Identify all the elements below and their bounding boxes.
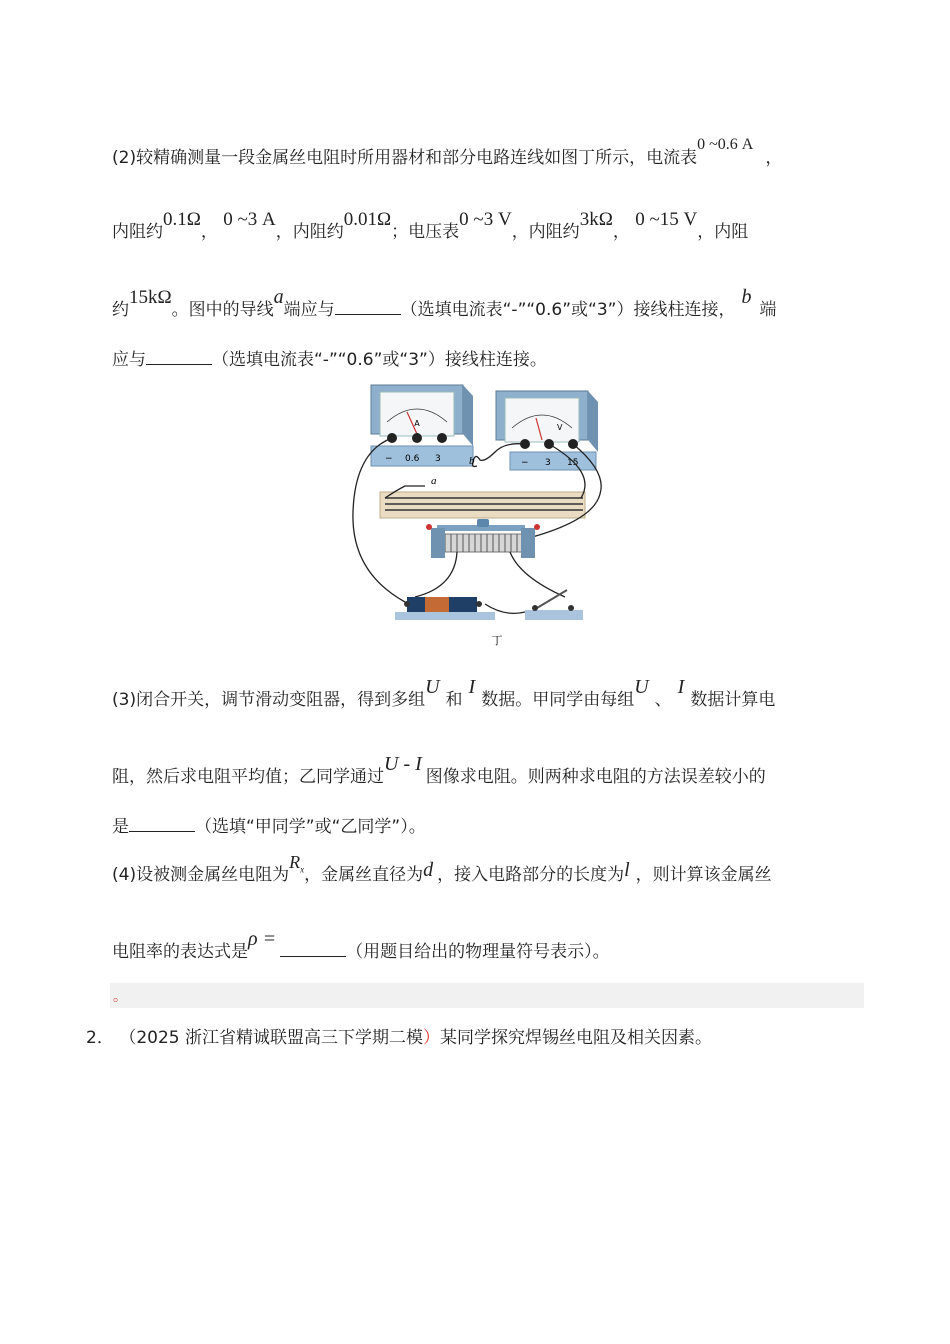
ammeter xyxy=(371,385,473,466)
figure-caption: 丁 xyxy=(491,634,503,647)
math-range: 0 ~3 A xyxy=(223,209,276,230)
text: （用题目给出的物理量符号表示）。 xyxy=(346,942,610,962)
text: (3)闭合开关，调节滑动变阻器，得到多组 xyxy=(112,690,426,710)
text: (4)设被测金属丝电阻为 xyxy=(112,865,290,885)
text: 和 xyxy=(445,690,463,710)
text: ，内阻约 xyxy=(511,222,580,242)
paren-close: ） xyxy=(423,1028,440,1048)
var-U: U xyxy=(634,676,649,698)
q2-line-1 xyxy=(112,136,783,168)
text: （选填“甲同学”或“乙同学”）。 xyxy=(195,817,426,837)
text: 端 xyxy=(759,300,777,320)
ammeter-term-3: 3 xyxy=(435,454,441,464)
question-source: 2025 浙江省精诚联盟高三下学期二模 xyxy=(136,1028,423,1048)
var-a: a xyxy=(273,286,284,308)
text: 图像求电阻。则两种求电阻的方法误差较小的 xyxy=(425,767,766,787)
text: （选填电流表“-”“0.6”或“3”）接线柱连接， xyxy=(400,300,736,320)
math-range: 0 ~0.6 A xyxy=(697,136,754,153)
math-value: 3kΩ xyxy=(579,209,613,230)
text: ，则计算该金属丝 xyxy=(635,865,772,885)
question-number: 2． xyxy=(86,1028,114,1048)
q2-line-4 xyxy=(112,345,547,370)
q2-line-3 xyxy=(112,286,777,321)
math-range: 0 ~3 V xyxy=(459,209,512,230)
var-b: b xyxy=(741,286,752,308)
q3-line-2 xyxy=(112,753,766,788)
text: ，接入电路部分的长度为 xyxy=(437,865,625,885)
text: 电阻率的表达式是 xyxy=(112,942,248,962)
text: 约 xyxy=(112,300,129,320)
math-value: 15kΩ xyxy=(129,287,172,308)
text: 内阻约 xyxy=(112,222,163,242)
question-2-heading xyxy=(86,1023,712,1048)
circuit-figure xyxy=(345,382,610,652)
text: ，内阻 xyxy=(697,222,749,242)
text: 是 xyxy=(112,817,129,837)
ammeter-term-0.6: 0.6 xyxy=(405,454,420,464)
rho-equals: ρ = xyxy=(248,928,277,950)
voltmeter-term-15: 15 xyxy=(567,458,579,468)
text: 。图中的导线 xyxy=(171,300,274,320)
text: 阻，然后求电阻平均值；乙同学通过 xyxy=(112,767,384,787)
var-U: U xyxy=(425,676,440,698)
text: ；电压表 xyxy=(391,222,460,242)
text: ， xyxy=(765,148,783,168)
text: 数据。甲同学由每组 xyxy=(481,690,635,710)
var-l: l xyxy=(624,859,630,881)
answer-blank-b[interactable] xyxy=(146,350,212,365)
q4-line-1 xyxy=(112,852,772,887)
answer-blank-a[interactable] xyxy=(335,300,401,315)
voltmeter-term-neg: − xyxy=(521,458,529,468)
highlight-text: 。 xyxy=(113,989,127,1005)
q2-line-2 xyxy=(112,209,749,243)
rheostat xyxy=(426,519,540,558)
text: 应与 xyxy=(112,350,146,370)
switch xyxy=(525,590,583,620)
var-I: I xyxy=(677,676,685,698)
text: ， xyxy=(200,222,218,242)
label-a: a xyxy=(431,475,437,487)
math-value: 0.1Ω xyxy=(163,209,201,230)
answer-blank-c[interactable] xyxy=(129,817,195,832)
text: ，内阻约 xyxy=(275,222,344,242)
paren-open: （ xyxy=(127,1028,137,1048)
var-U-I: U - I xyxy=(384,753,422,775)
answer-blank-d[interactable] xyxy=(280,942,346,957)
text: 、 xyxy=(654,690,672,710)
wire-board xyxy=(380,492,585,518)
var-d: d xyxy=(423,859,434,881)
answer-highlight-bar xyxy=(110,983,864,1008)
q3-line-3 xyxy=(112,812,426,837)
voltmeter-term-3: 3 xyxy=(545,458,551,468)
var-Rx xyxy=(289,852,305,875)
voltmeter-letter: V xyxy=(557,423,563,432)
text: （选填电流表“-”“0.6”或“3”）接线柱连接。 xyxy=(212,350,547,370)
var-R: R xyxy=(289,852,301,872)
ammeter-letter: A xyxy=(414,419,420,428)
battery xyxy=(395,597,495,620)
question-text: 某同学探究焊锡丝电阻及相关因素。 xyxy=(440,1028,712,1048)
q3-line-1 xyxy=(112,676,776,711)
voltmeter xyxy=(496,391,598,470)
math-value: 0.01Ω xyxy=(343,209,392,230)
label-b: b xyxy=(469,455,475,467)
text: 端应与 xyxy=(283,300,335,320)
math-range: 0 ~15 V xyxy=(635,209,698,230)
q4-line-2 xyxy=(112,928,610,963)
var-x: x xyxy=(300,864,305,875)
text: ，金属丝直径为 xyxy=(304,865,424,885)
ammeter-term-neg: − xyxy=(385,454,393,464)
text: 数据计算电 xyxy=(690,690,776,710)
text: ， xyxy=(612,222,630,242)
text: (2)较精确测量一段金属丝电阻时所用器材和部分电路连线如图丁所示，电流表 xyxy=(112,148,698,168)
var-I: I xyxy=(468,676,476,698)
